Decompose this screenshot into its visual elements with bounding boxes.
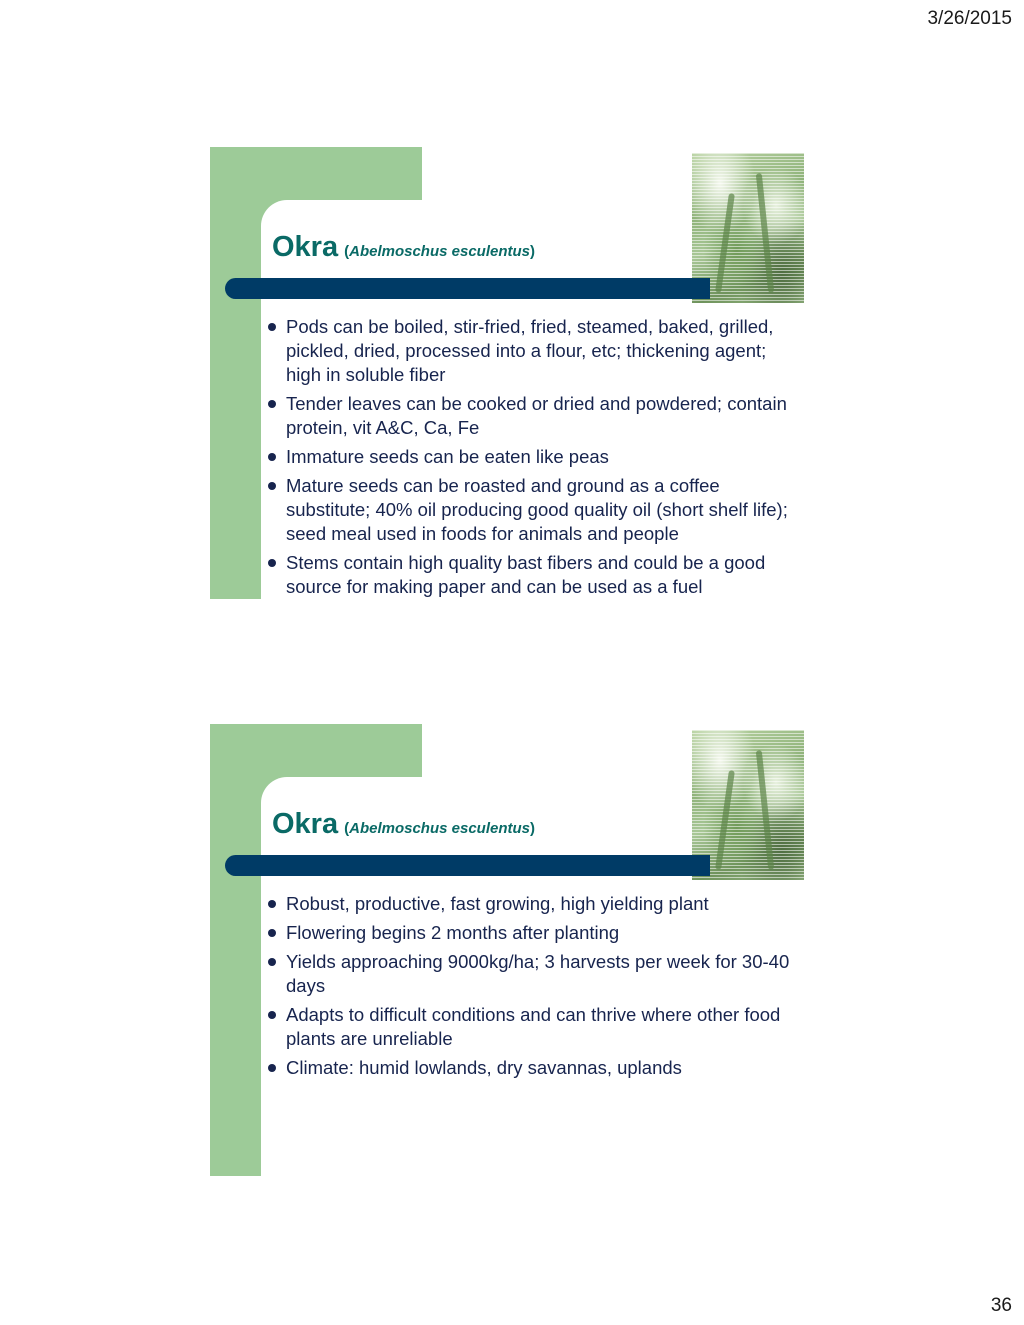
bullet-list <box>268 892 798 1085</box>
photo-stem <box>715 770 735 870</box>
photo-stem <box>756 750 775 870</box>
photo-stem <box>756 173 775 293</box>
slide-title <box>272 231 535 264</box>
slide-2 <box>0 724 1024 1184</box>
list-item: Yields approaching 9000kg/ha; 3 harvests per week for 30-40 days <box>268 950 798 998</box>
slide-1 <box>0 147 1024 607</box>
list-item: Immature seeds can be eaten like peas <box>268 445 798 469</box>
title-main: Okra <box>272 231 339 263</box>
list-item: Robust, productive, fast growing, high yielding plant <box>268 892 798 916</box>
list-item: Tender leaves can be cooked or dried and powdered; contain protein, vit A&C, Ca, Fe <box>268 392 798 440</box>
list-item: Adapts to difficult conditions and can thrive where other food plants are unreliable <box>268 1003 798 1051</box>
bullet-list <box>268 315 798 604</box>
list-item: Climate: humid lowlands, dry savannas, uplands <box>268 1056 798 1080</box>
scientific-name: Abelmoschus esculentus <box>349 820 530 837</box>
list-item: Pods can be boiled, stir-fried, fried, steamed, baked, grilled, pickled, dried, processed into a flour, etc; thickening agent; high in soluble fiber <box>268 315 798 387</box>
list-item: Flowering begins 2 months after planting <box>268 921 798 945</box>
list-item: Mature seeds can be roasted and ground as a coffee substitute; 40% oil producing good quality oil (short shelf life); seed meal used in foods for animals and people <box>268 474 798 546</box>
title-scientific: (Abelmoschus esculentus) <box>344 820 535 837</box>
title-main: Okra <box>272 808 339 840</box>
title-rule <box>225 278 710 299</box>
page-date: 3/26/2015 <box>927 8 1012 29</box>
scientific-name: Abelmoschus esculentus <box>349 243 530 260</box>
photo-stem <box>715 193 735 293</box>
list-item: Stems contain high quality bast fibers and could be a good source for making paper and can be used as a fuel <box>268 551 798 599</box>
slide-title <box>272 808 535 841</box>
title-rule <box>225 855 710 876</box>
title-scientific: (Abelmoschus esculentus) <box>344 243 535 260</box>
page-number: 36 <box>990 1295 1012 1316</box>
